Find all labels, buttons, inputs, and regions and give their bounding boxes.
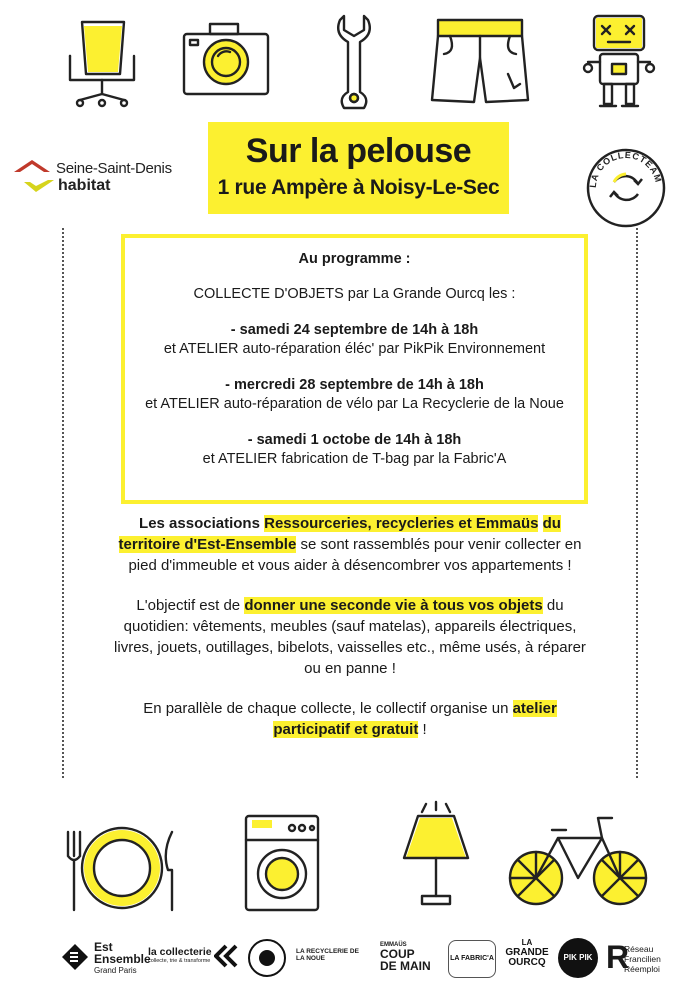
robot-icon <box>582 12 656 112</box>
body-text <box>110 513 590 759</box>
pikpik-logo: PIK PIK <box>558 938 598 978</box>
bicycle-icon <box>508 808 648 908</box>
program-box <box>121 234 588 504</box>
lamp-icon <box>396 800 476 910</box>
program-item-2-detail: et ATELIER auto-réparation de vélo par La Recyclerie de la Noue <box>145 396 564 412</box>
collecteam-badge <box>584 146 668 230</box>
body-paragraph-3: En parallèle de chaque collecte, le collectif organise un atelier participatif et gratuit ! <box>143 700 557 738</box>
est-ensemble-logo: Est Ensemble Grand Paris <box>60 940 140 976</box>
washing-machine-icon <box>242 812 322 914</box>
program-item-3-date: - samedi 1 octobe de 14h à 18h <box>247 432 462 448</box>
office-chair-icon <box>62 12 142 110</box>
recyclerie-noue-logo: LA RECYCLERIE DE LA NOUE <box>296 948 359 962</box>
event-address: 1 rue Ampère à Noisy-Le-Sec <box>217 176 500 199</box>
collecterie-logo: la collecterie collecte, trie & transforme <box>148 946 212 964</box>
partner-logos: Est Ensemble Grand Paris la collecterie collecte, trie & transforme LA RECYCLERIE DE LA NOUE EMMAÜS COUP DE MAIN LA FABRIC'A LA GRANDE OURCQ PIK PIK R Réseau Francilien Réemploi <box>0 936 700 986</box>
program-heading: Au programme : <box>298 251 411 267</box>
body-paragraph-2: L'objectif est de donner une seconde vie à tous vos objets du quotidien: vêtements, meubles (sauf matelas), appareils électriques, livres, jouets, outillages, bibelots, vaisselles etc., même usés, à réparer ou en panne ! <box>114 597 586 677</box>
svg-text:LA COLLECTEAM <box>588 150 664 188</box>
page-title: Sur la pelouse <box>245 132 472 170</box>
program-item-1-detail: et ATELIER auto-réparation éléc' par PikPik Environnement <box>163 341 546 357</box>
coup-de-main-logo: EMMAÜS COUP DE MAIN <box>380 942 431 973</box>
collecterie-arrow-icon <box>214 944 238 968</box>
sponsor-sub: habitat <box>58 177 111 194</box>
program-intro: COLLECTE D'OBJETS par La Grande Ourcq les : <box>193 286 516 302</box>
program-item-2-date: - mercredi 28 septembre de 14h à 18h <box>225 377 484 393</box>
camera-icon <box>180 16 272 98</box>
sponsor-name: Seine-Saint-Denis <box>56 160 172 177</box>
wrench-icon <box>336 12 372 112</box>
badge-text: LA COLLECTEAM <box>587 149 664 189</box>
right-dotted-line <box>636 228 638 778</box>
grande-ourcq-logo: LA GRANDE OURCQ <box>505 938 549 968</box>
fabrica-logo: LA FABRIC'A <box>448 940 496 978</box>
recyclerie-round-logo <box>247 936 287 980</box>
program-item-1-date: - samedi 24 septembre de 14h à 18h <box>230 322 479 338</box>
left-dotted-line <box>62 228 64 778</box>
body-paragraph-1: Les associations Ressourceries, recycleries et Emmaüs du territoire d'Est-Ensemble se sont rassemblés pour venir collecter en pied d'immeuble et vous aider à désencombrer vos appartements ! <box>118 515 582 574</box>
header-banner <box>208 122 509 214</box>
program-item-3-detail: et ATELIER fabrication de T-bag par la Fabric'A <box>202 451 507 467</box>
shorts-icon <box>430 14 530 106</box>
plate-cutlery-icon <box>60 822 184 914</box>
